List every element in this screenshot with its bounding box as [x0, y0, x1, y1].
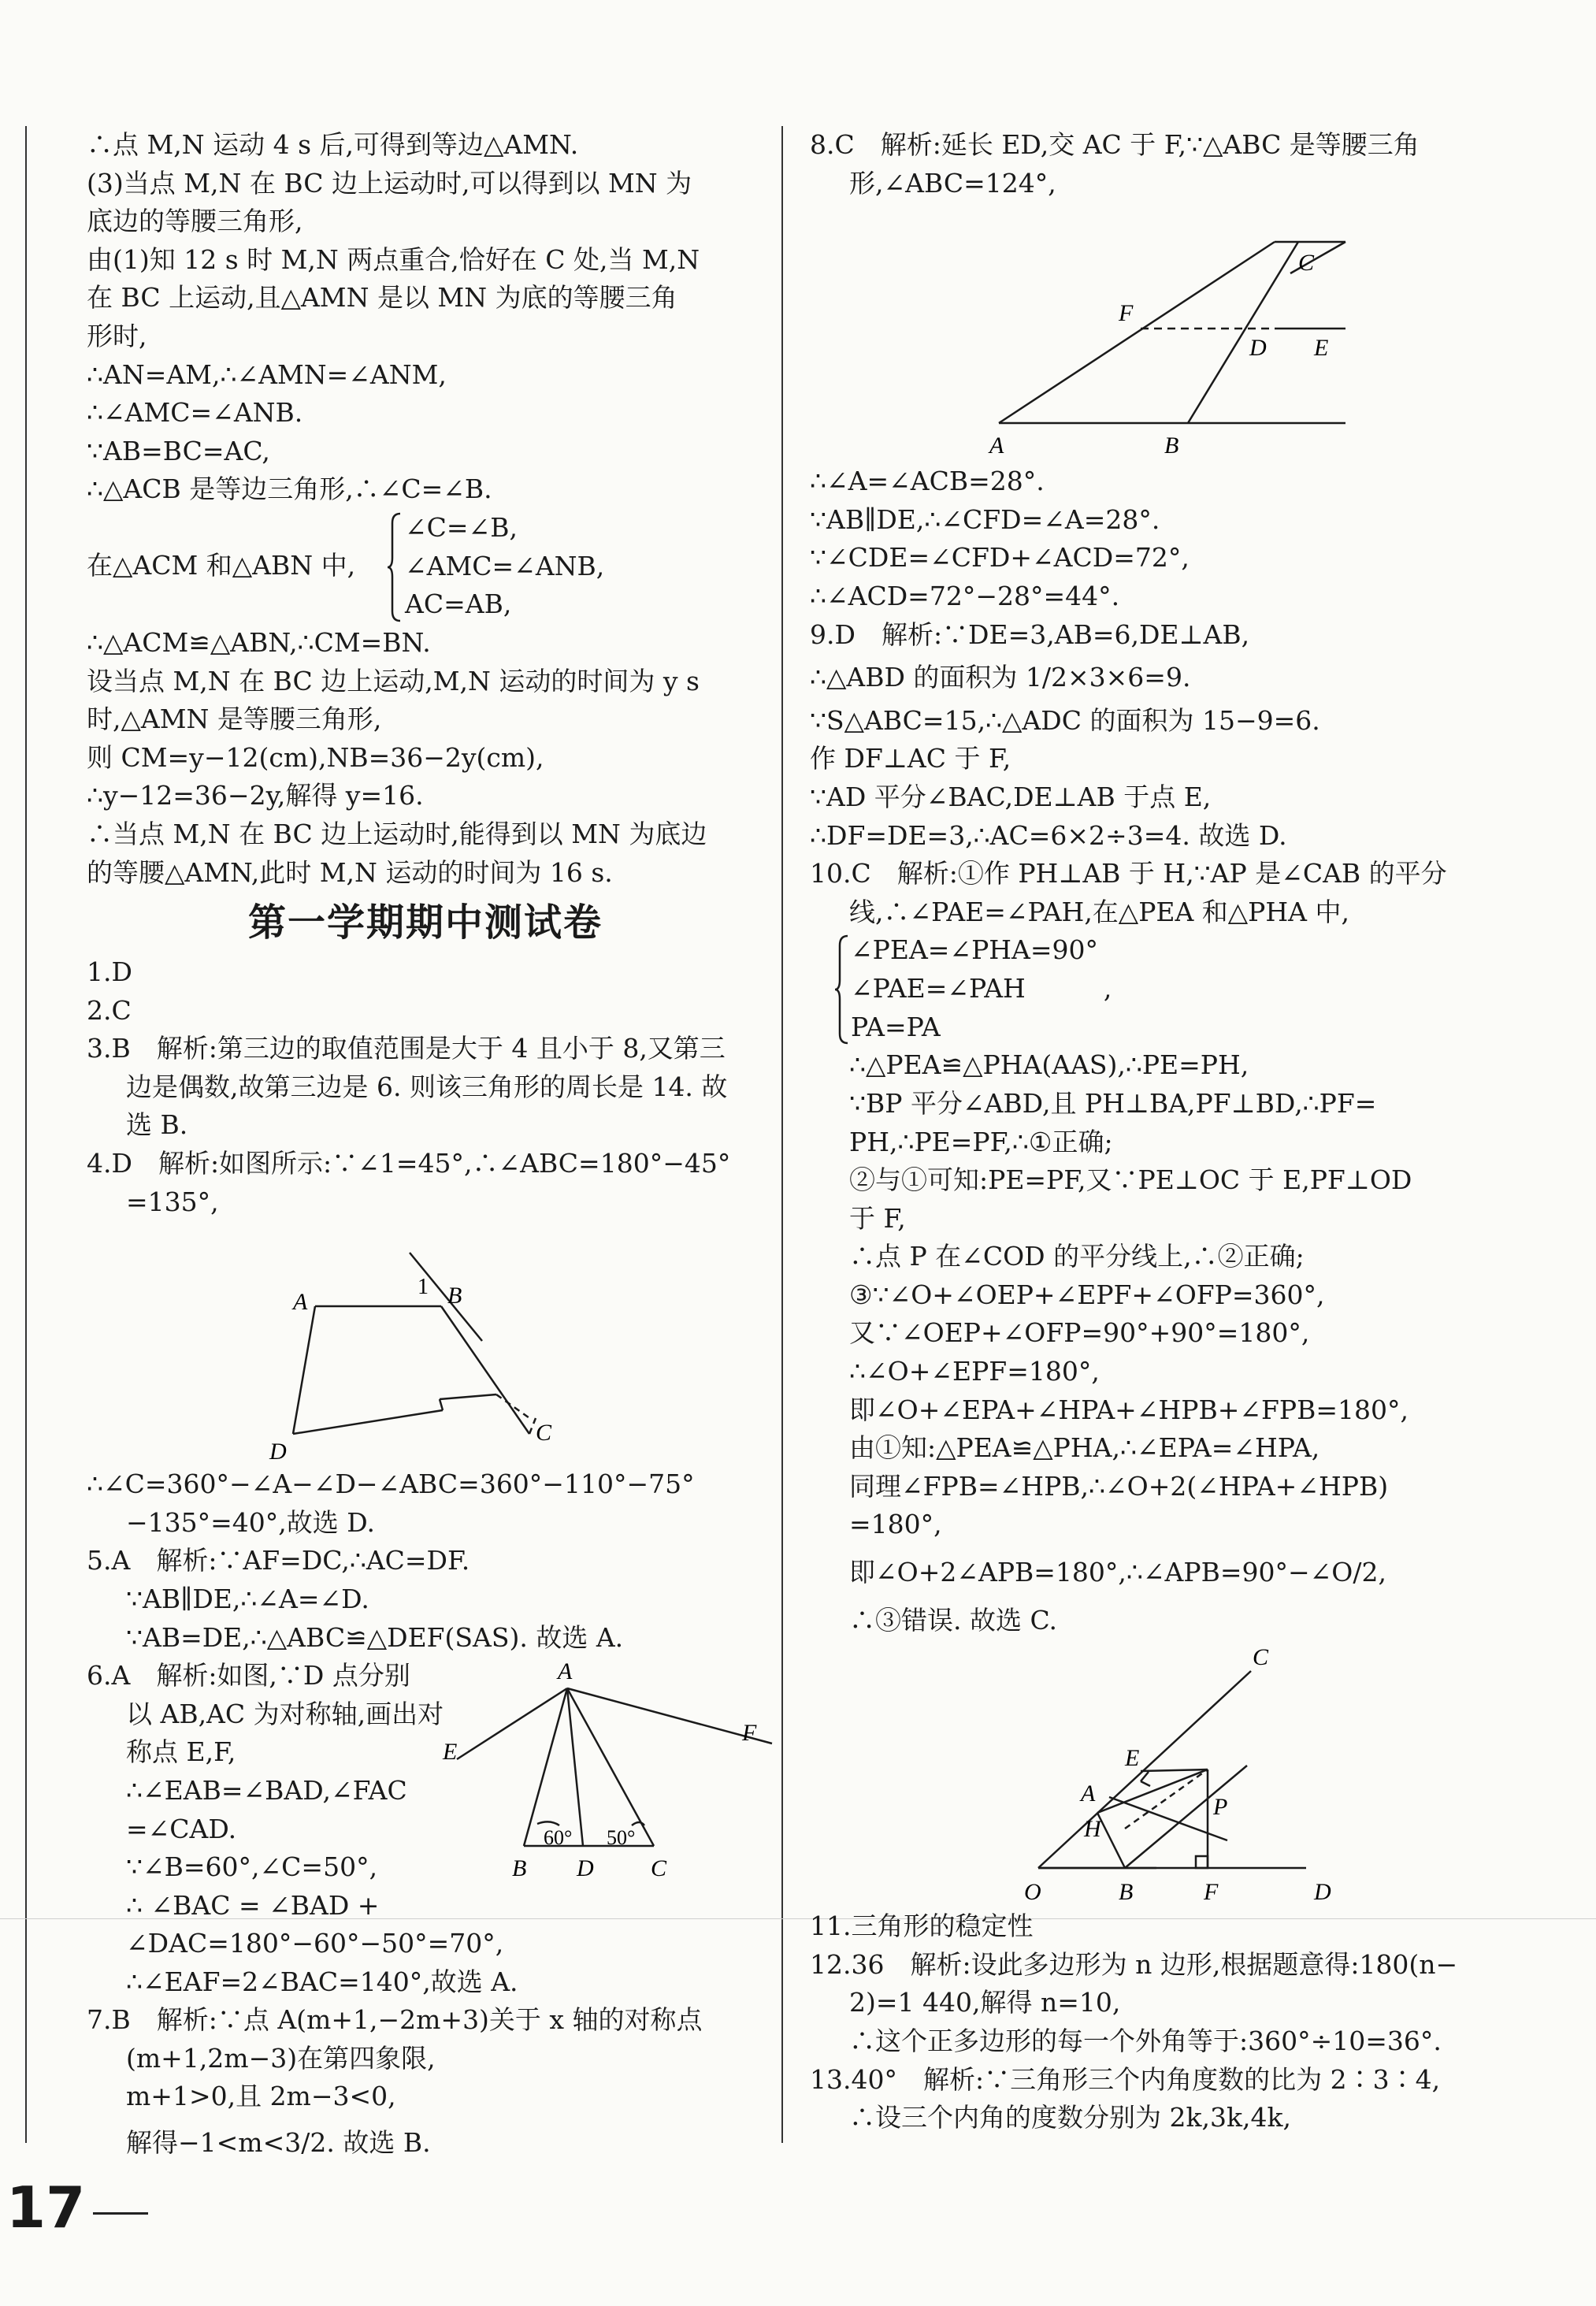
- answer-line: ∵AB∥DE,∴∠A=∠D.: [126, 1584, 369, 1615]
- text-line: 由(1)知 12 s 时 M,N 两点重合,恰好在 C 处,当 M,N: [87, 243, 700, 275]
- equation-system-q10: [810, 931, 1503, 1046]
- fig4-label-B: B: [447, 1283, 462, 1309]
- answer-line: ∴∠C=360°−∠A−∠D−∠ABC=360°−110°−75°: [87, 1469, 695, 1500]
- fig4-label-A: A: [293, 1289, 308, 1316]
- fig6-label-E: E: [443, 1739, 458, 1766]
- answer-line: 称点 E,F,: [126, 1736, 236, 1768]
- system-prefix: 在△ACM 和△ABN 中,: [87, 549, 356, 581]
- fig10-label-A: A: [1081, 1781, 1096, 1807]
- answer-line: ∵∠CDE=∠CFD+∠ACD=72°,: [810, 542, 1190, 574]
- left-column: [87, 126, 764, 2163]
- answer-line: ∴∠O+∠EPF=180°,: [849, 1356, 1100, 1387]
- fig10-label-P: P: [1213, 1794, 1228, 1821]
- quadrilateral-figure: [87, 1221, 764, 1465]
- answer-line: =135°,: [126, 1186, 219, 1217]
- answer-line: 同理∠FPB=∠HPB,∴∠O+2(∠HPA+∠HPB): [849, 1470, 1389, 1502]
- answer-line: ∴∠EAF=2∠BAC=140°,故选 A.: [126, 1966, 518, 1997]
- fig8-label-A: A: [989, 433, 1004, 459]
- fig8-label-F: F: [1119, 300, 1134, 327]
- fig10-label-O: O: [1024, 1879, 1041, 1906]
- column-divider: [781, 126, 783, 2143]
- text-line: (3)当点 M,N 在 BC 边上运动时,可以得到以 MN 为: [87, 167, 692, 199]
- section-title: 第一学期期中测试卷: [247, 900, 603, 945]
- answer-line: −135°=40°,故选 D.: [126, 1506, 376, 1538]
- text-line: 的等腰△AMN,此时 M,N 运动的时间为 16 s.: [87, 856, 613, 888]
- answer-line: ∵AB∥DE,∴∠CFD=∠A=28°.: [810, 503, 1160, 535]
- answer-line: PH,∴PE=PF,∴①正确;: [849, 1126, 1113, 1157]
- answer-line: 即∠O+∠EPA+∠HPA+∠HPB+∠FPB=180°,: [849, 1394, 1409, 1425]
- answer-line: ②与①可知:PE=PF,又∵PE⊥OC 于 E,PF⊥OD: [849, 1164, 1412, 1196]
- system-line: ∠PAE=∠PAH ,: [851, 972, 1112, 1004]
- answer-line: m+1>0,且 2m−3<0,: [126, 2081, 396, 2112]
- answer-line: ∵AB=DE,∴△ABC≌△DEF(SAS). 故选 A.: [126, 1621, 624, 1653]
- answer-line: 由①知:△PEA≌△PHA,∴∠EPA=∠HPA,: [849, 1432, 1320, 1464]
- fig8-label-D: D: [1249, 335, 1267, 362]
- answer-line: ∵AD 平分∠BAC,DE⊥AB 于点 E,: [810, 781, 1212, 812]
- answer-line: ∴∠ACD=72°−28°=44°.: [810, 580, 1120, 611]
- q6-block: [87, 1657, 764, 2001]
- triangle-parallel-figure: [810, 202, 1503, 462]
- text-line: ∴△ACM≌△ABN,∴CM=BN.: [87, 626, 431, 658]
- answer-line: 即∠O+2∠APB=180°,∴∠APB=90°−∠O/2,: [849, 1557, 1386, 1588]
- left-margin-rule: [25, 126, 27, 2143]
- page-number: 17: [6, 2174, 86, 2241]
- answer-line: 2)=1 440,解得 n=10,: [849, 1987, 1121, 2018]
- page-number-dash: [93, 2212, 148, 2215]
- answer-line: ∴ ∠BAC = ∠BAD +: [126, 1889, 380, 1921]
- system-line: AC=AB,: [405, 589, 512, 620]
- answer-line: 5.A 解析:∵AF=DC,∴AC=DF.: [87, 1545, 470, 1576]
- fig10-label-B: B: [1119, 1879, 1134, 1906]
- text-line: ∴点 M,N 运动 4 s 后,可得到等边△AMN.: [87, 129, 579, 160]
- fig10-label-H: H: [1084, 1816, 1101, 1843]
- text-line: 形时,: [87, 320, 147, 351]
- fig4-label-D: D: [269, 1439, 287, 1465]
- fig6-label-D: D: [577, 1855, 594, 1882]
- answer-line: 选 B.: [126, 1109, 188, 1141]
- fig10-label-E: E: [1125, 1745, 1140, 1772]
- text-line: ∴AN=AM,∴∠AMN=∠ANM,: [87, 358, 447, 390]
- answer-line: 3.B 解析:第三边的取值范围是大于 4 且小于 8,又第三: [87, 1033, 726, 1064]
- answer-line: ∴点 P 在∠COD 的平分线上,∴②正确;: [849, 1241, 1305, 1272]
- system-line: PA=PA: [851, 1011, 941, 1042]
- fig6-label-A: A: [558, 1658, 573, 1685]
- answer-line: 1.D: [87, 956, 132, 988]
- figure-q8: [810, 202, 1503, 462]
- answer-line: 4.D 解析:如图所示:∵∠1=45°,∴∠ABC=180°−45°: [87, 1148, 731, 1179]
- brace-icon: [833, 934, 849, 1045]
- fig8-label-C: C: [1298, 250, 1315, 277]
- text-line: 时,△AMN 是等腰三角形,: [87, 704, 382, 735]
- answer-line: 以 AB,AC 为对称轴,画出对: [126, 1698, 444, 1729]
- answer-line: 13.40° 解析:∵三角形三个内角度数的比为 2∶3∶4,: [810, 2063, 1441, 2095]
- text-line: 在 BC 上运动,且△AMN 是以 MN 为底的等腰三角: [87, 282, 677, 314]
- answer-line: (m+1,2m−3)在第四象限,: [126, 2042, 436, 2074]
- fig6-label-C: C: [651, 1855, 667, 1882]
- fig10-label-F: F: [1204, 1879, 1219, 1906]
- answer-line: ∠DAC=180°−60°−50°=70°,: [126, 1928, 504, 1959]
- answer-line: 于 F,: [849, 1202, 906, 1234]
- answer-line: 作 DF⊥AC 于 F,: [810, 743, 1011, 774]
- right-column: [810, 126, 1503, 2137]
- brace-icon: [386, 512, 402, 622]
- answer-line: 形,∠ABC=124°,: [849, 167, 1056, 199]
- answer-line: ∴设三个内角的度数分别为 2k,3k,4k,: [849, 2102, 1291, 2133]
- answer-line: 10.C 解析:①作 PH⊥AB 于 H,∵AP 是∠CAB 的平分: [810, 858, 1447, 889]
- answer-line: ∴△ABD 的面积为 1/2×3×6=9.: [810, 662, 1191, 693]
- text-line: ∴当点 M,N 在 BC 边上运动时,能得到以 MN 为底边: [87, 818, 707, 849]
- system-line: ∠C=∠B,: [405, 511, 518, 543]
- answer-line: 线,∴∠PAE=∠PAH,在△PEA 和△PHA 中,: [849, 896, 1349, 927]
- answer-line: 解得−1<m<3/2. 故选 B.: [126, 2127, 431, 2158]
- answer-line: =∠CAD.: [126, 1813, 237, 1844]
- answer-line: ∴DF=DE=3,∴AC=6×2÷3=4. 故选 D.: [810, 819, 1287, 851]
- answer-line: 2.C: [87, 994, 132, 1026]
- answer-line: 8.C 解析:延长 ED,交 AC 于 F,∵△ABC 是等腰三角: [810, 129, 1420, 160]
- answer-line: ∵S△ABC=15,∴△ADC 的面积为 15−9=6.: [810, 704, 1320, 736]
- text-line: ∴y−12=36−2y,解得 y=16.: [87, 780, 424, 811]
- text-line: 设当点 M,N 在 BC 边上运动,M,N 运动的时间为 y s: [87, 665, 700, 696]
- figure-q4: [87, 1221, 764, 1465]
- answer-line: ③∵∠O+∠OEP+∠EPF+∠OFP=360°,: [849, 1279, 1325, 1310]
- fig8-label-E: E: [1314, 335, 1329, 362]
- fig6-angle-60: 60°: [544, 1826, 573, 1850]
- answer-line: ∴③错误. 故选 C.: [849, 1604, 1058, 1636]
- system-line: ∠AMC=∠ANB,: [405, 550, 605, 581]
- text-line: ∵AB=BC=AC,: [87, 435, 270, 466]
- answer-line: 12.36 解析:设此多边形为 n 边形,根据题意得:180(n−: [810, 1948, 1458, 1980]
- text-line: 底边的等腰三角形,: [87, 206, 303, 237]
- fig6-angle-50: 50°: [607, 1826, 636, 1850]
- text-line: ∴△ACB 是等边三角形,∴∠C=∠B.: [87, 473, 492, 505]
- figure-q10: [810, 1639, 1503, 1907]
- answer-line: 9.D 解析:∵DE=3,AB=6,DE⊥AB,: [810, 618, 1250, 650]
- fig8-label-B: B: [1164, 433, 1179, 459]
- fig6-label-B: B: [512, 1855, 527, 1882]
- fig6-label-F: F: [742, 1720, 757, 1747]
- answer-line: ∴这个正多边形的每一个外角等于:360°÷10=36°.: [849, 2026, 1442, 2056]
- fig10-label-D: D: [1314, 1879, 1331, 1906]
- answer-line: ∵∠B=60°,∠C=50°,: [126, 1851, 378, 1883]
- answer-line: ∴∠EAB=∠BAD,∠FAC: [126, 1775, 407, 1806]
- answer-line: ∵BP 平分∠ABD,且 PH⊥BA,PF⊥BD,∴PF=: [849, 1087, 1377, 1119]
- equation-system: [87, 509, 764, 624]
- fig4-label-C: C: [536, 1420, 552, 1446]
- text-line: 则 CM=y−12(cm),NB=36−2y(cm),: [87, 741, 544, 773]
- text-line: ∴∠AMC=∠ANB.: [87, 397, 303, 429]
- answer-line: 6.A 解析:如图,∵D 点分别: [87, 1660, 410, 1691]
- answer-line: 又∵∠OEP+∠OFP=90°+90°=180°,: [849, 1317, 1310, 1349]
- answer-line: 11.三角形的稳定性: [810, 1911, 1034, 1942]
- reflection-figure: [443, 1657, 764, 1885]
- answer-line: 7.B 解析:∵点 A(m+1,−2m+3)关于 x 轴的对称点: [87, 2004, 703, 2036]
- answer-line: ∴△PEA≌△PHA(AAS),∴PE=PH,: [849, 1049, 1249, 1081]
- system-line: ∠PEA=∠PHA=90°: [851, 934, 1099, 966]
- angle-bisector-figure: [810, 1639, 1503, 1907]
- answer-line: 边是偶数,故第三边是 6. 则该三角形的周长是 14. 故: [126, 1071, 728, 1102]
- answer-line: ∴∠A=∠ACB=28°.: [810, 466, 1045, 497]
- fig10-label-C: C: [1253, 1644, 1269, 1671]
- answer-line: =180°,: [849, 1509, 942, 1540]
- fig4-label-angle1: 1: [418, 1275, 429, 1300]
